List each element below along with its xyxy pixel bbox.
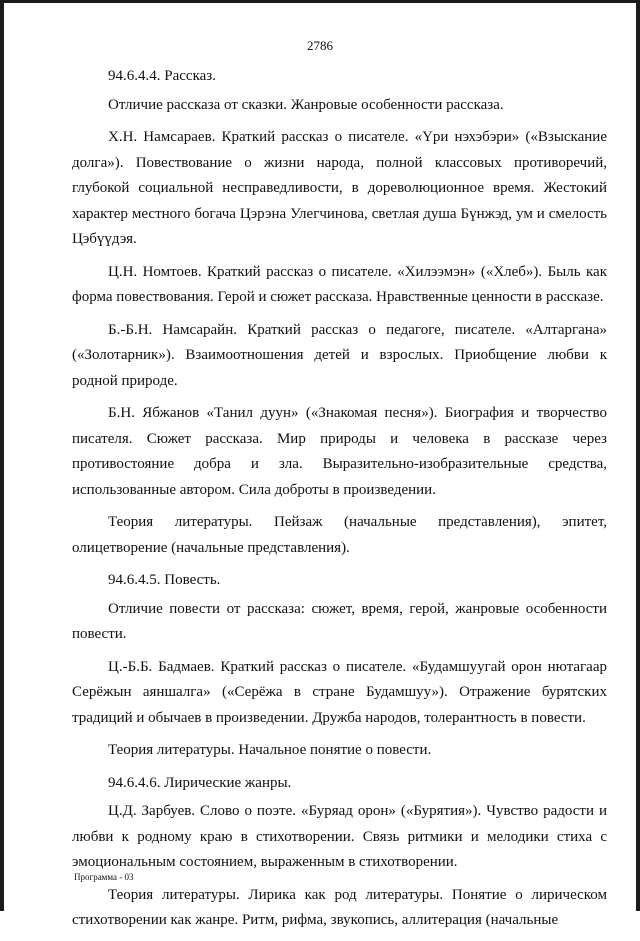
paragraph-theory-landscape: Теория литературы. Пейзаж (начальные представления), эпитет, олицетворение (начальные представления). [72,514,607,556]
paragraph-yabzhanov: Б.Н. Ябжанов «Танил дуун» («Знакомая песня»). Биография и творчество писателя. Сюжет рассказа. Мир природы и человека в рассказе через противостояние добра и зла. Выразительно-изобразительные средства, использованные автором. Сила доброты в произведении. [72,405,607,498]
scan-border-top [0,0,640,3]
section-heading-lyric: 94.6.4.6. Лирические жанры. [108,774,292,791]
section-heading-novella: 94.6.4.5. Повесть. [108,572,221,588]
scan-border-right [636,0,640,911]
paragraph-badmaev: Ц.-Б.Б. Бадмаев. Краткий рассказ о писателе. «Будамшуугай орон нютагаар Серёжын аяншалга» («Серёжа в стране Будамшуу»). Отражение бурятских традиций и обычаев в произведении. Дружба народов, толерантность в повести. [72,658,607,726]
paragraph-theory-novella: Теория литературы. Начальное понятие о повести. [108,742,432,758]
scan-border-left [0,0,4,911]
footer-label: Программа - 03 [74,872,134,882]
paragraph-namsaraev: Х.Н. Намсараев. Краткий рассказ о писателе. «Үри нэхэбэри» («Взыскание долга»). Повествование о жизни народа, полной классовых противоречий, глубокой социальной несправедливости, в дореволюционное время. Жестокий характер местного богача Цэрэна Улегчинова, светлая душа Бүнжэд, ум и смелость Цэбүүдэя. [72,129,607,247]
paragraph-theory-lyric: Теория литературы. Лирика как род литературы. Понятие о лирическом стихотворении как жанре. Ритм, рифма, звукопись, аллитерация (начальные [72,886,607,928]
section-heading-story: 94.6.4.4. Рассказ. [108,68,216,84]
page-number: 2786 [307,38,333,53]
paragraph-novella-vs-story: Отличие повести от рассказа: сюжет, время, герой, жанровые особенности повести. [72,600,607,642]
paragraph-zarbuev: Ц.Д. Зарбуев. Слово о поэте. «Буряад орон» («Бурятия»). Чувство радости и любви к родному краю в стихотворении. Связь ритмики и мелодики стиха с эмоциональным состоянием, выраженным в стихотворении. [72,803,607,870]
page-body [72,64,607,941]
paragraph-nomtoev: Ц.Н. Номтоев. Краткий рассказ о писателе. «Хилээмэн» («Хлеб»). Быль как форма повествования. Герой и сюжет рассказа. Нравственные ценности в рассказе. [72,263,607,305]
paragraph-story-vs-tale: Отличие рассказа от сказки. Жанровые особенности рассказа. [108,96,504,113]
paragraph-namsarain: Б.-Б.Н. Намсарайн. Краткий рассказ о педагоге, писателе. «Алтаргана» («Золотарник»). Взаимоотношения детей и взрослых. Приобщение любви к родной природе. [72,321,607,389]
